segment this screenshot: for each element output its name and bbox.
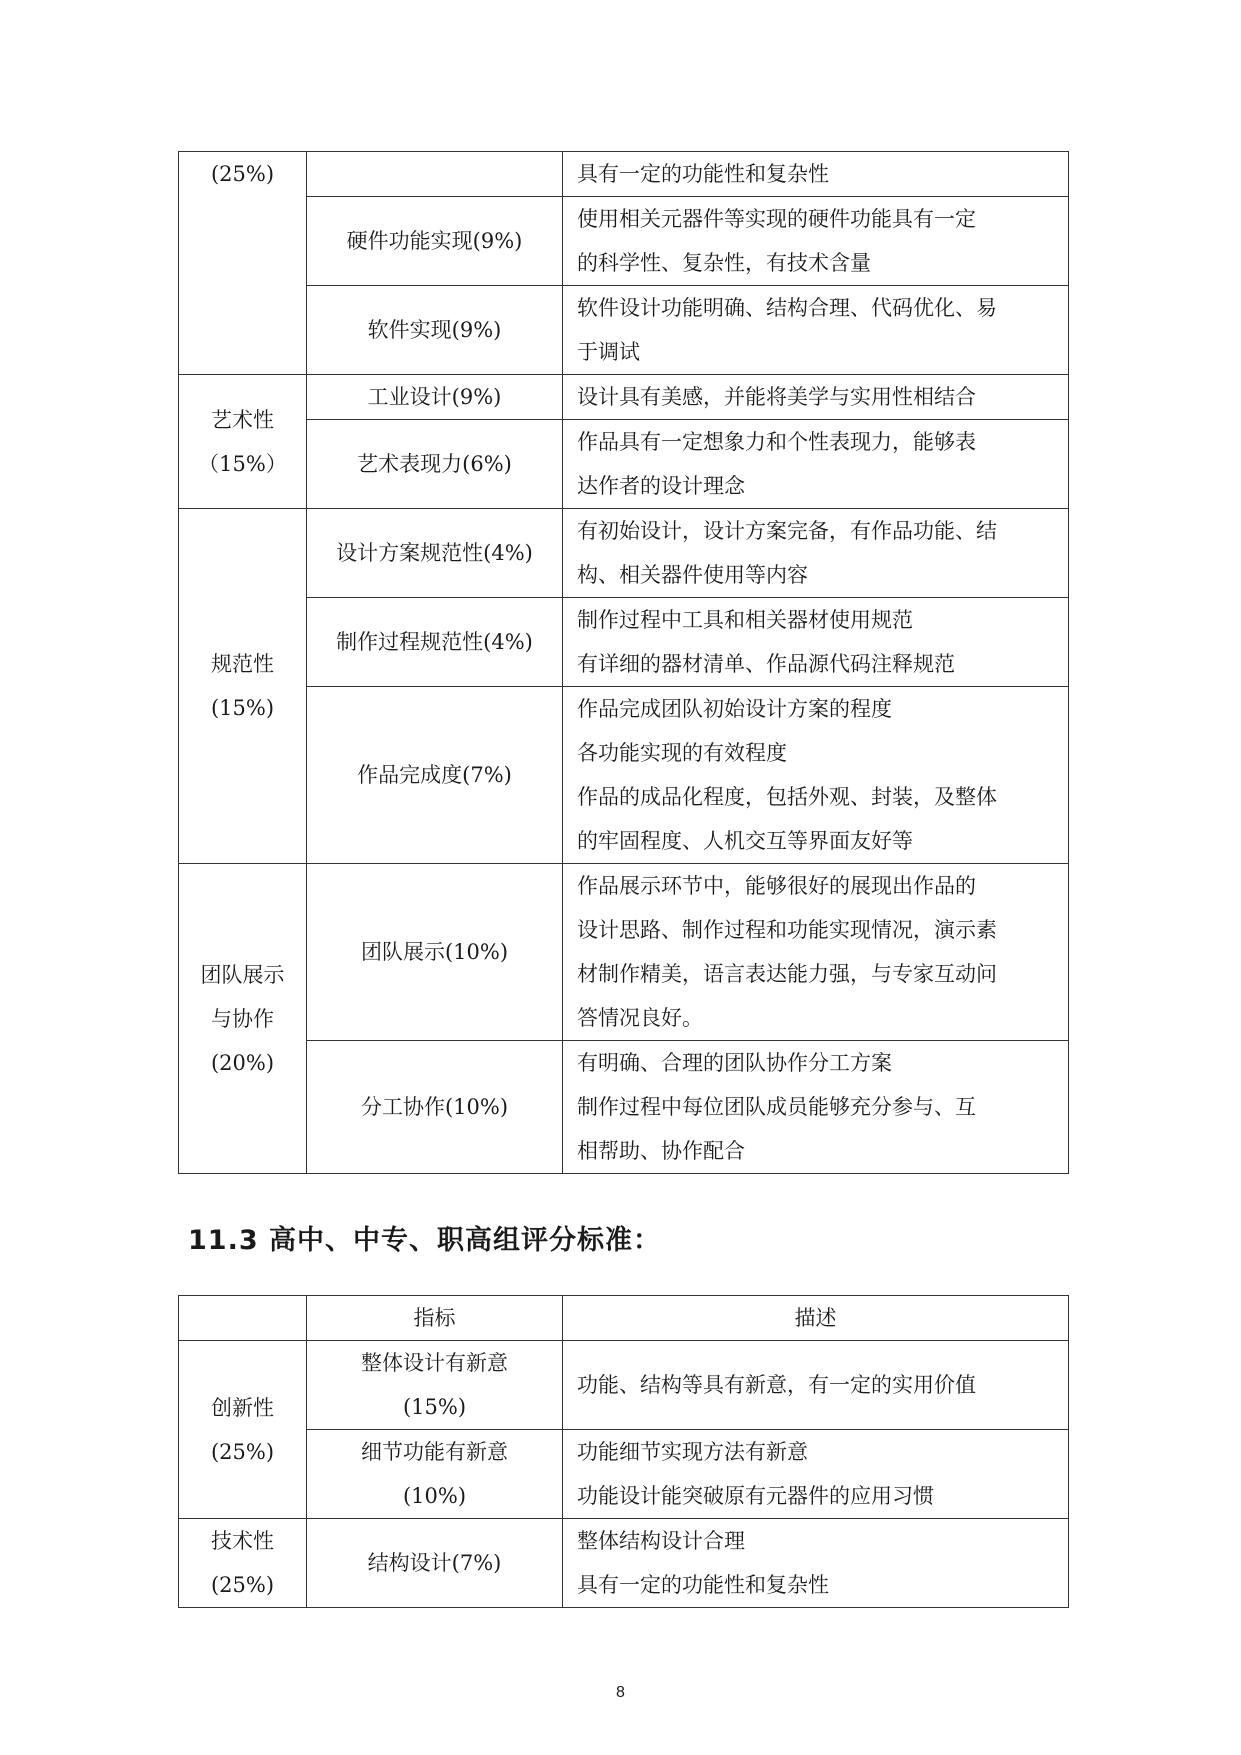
- description-cell: 功能细节实现方法有新意 功能设计能突破原有元器件的应用习惯: [563, 1430, 1069, 1519]
- table-row: [179, 509, 1069, 598]
- header-cell-description: 描述: [563, 1296, 1069, 1341]
- section-heading: 11.3 高中、中专、职高组评分标准：: [188, 1225, 662, 1256]
- indicator-cell: 软件实现(9%): [307, 286, 563, 375]
- scoring-table: [178, 1295, 1069, 1608]
- table-row: [179, 864, 1069, 1041]
- header-cell-empty: [179, 1296, 307, 1341]
- table-row: [179, 197, 1069, 286]
- table-row: [179, 1341, 1069, 1430]
- table-row: [179, 1430, 1069, 1519]
- indicator-cell: 团队展示(10%): [307, 864, 563, 1041]
- category-cell: 规范性 (15%): [179, 509, 307, 864]
- category-cell: 团队展示 与协作 (20%): [179, 864, 307, 1174]
- table-row: [179, 598, 1069, 687]
- indicator-cell: 分工协作(10%): [307, 1041, 563, 1174]
- category-cell: 艺术性 （15%）: [179, 375, 307, 509]
- indicator-cell: 制作过程规范性(4%): [307, 598, 563, 687]
- table-header-row: [179, 1296, 1069, 1341]
- description-cell: 功能、结构等具有新意，有一定的实用价值: [563, 1341, 1069, 1430]
- table-row: [179, 687, 1069, 864]
- indicator-cell: 艺术表现力(6%): [307, 420, 563, 509]
- table-row: [179, 1041, 1069, 1174]
- scoring-table-continued: [178, 151, 1069, 1174]
- indicator-cell: 硬件功能实现(9%): [307, 197, 563, 286]
- description-cell: 使用相关元器件等实现的硬件功能具有一定 的科学性、复杂性，有技术含量: [563, 197, 1069, 286]
- page-number: 8: [616, 1684, 625, 1701]
- indicator-cell: 结构设计(7%): [307, 1519, 563, 1608]
- description-cell: 具有一定的功能性和复杂性: [563, 152, 1069, 197]
- table-row: [179, 1519, 1069, 1608]
- category-cell: 创新性 (25%): [179, 1341, 307, 1519]
- description-cell: 设计具有美感，并能将美学与实用性相结合: [563, 375, 1069, 420]
- description-cell: 作品具有一定想象力和个性表现力，能够表 达作者的设计理念: [563, 420, 1069, 509]
- header-cell-indicator: 指标: [307, 1296, 563, 1341]
- indicator-cell: 细节功能有新意 (10%): [307, 1430, 563, 1519]
- description-cell: 软件设计功能明确、结构合理、代码优化、易 于调试: [563, 286, 1069, 375]
- indicator-cell: 设计方案规范性(4%): [307, 509, 563, 598]
- category-cell: 技术性 (25%): [179, 1519, 307, 1608]
- description-cell: 有初始设计，设计方案完备，有作品功能、结 构、相关器件使用等内容: [563, 509, 1069, 598]
- indicator-cell: [307, 152, 563, 197]
- indicator-cell: 整体设计有新意 (15%): [307, 1341, 563, 1430]
- indicator-cell: 作品完成度(7%): [307, 687, 563, 864]
- indicator-cell: 工业设计(9%): [307, 375, 563, 420]
- category-cell: (25%): [179, 152, 307, 375]
- description-cell: 作品完成团队初始设计方案的程度 各功能实现的有效程度 作品的成品化程度，包括外观、封装，及整体 的牢固程度、人机交互等界面友好等: [563, 687, 1069, 864]
- table-row: [179, 375, 1069, 420]
- table-row: [179, 286, 1069, 375]
- description-cell: 整体结构设计合理 具有一定的功能性和复杂性: [563, 1519, 1069, 1608]
- description-cell: 有明确、合理的团队协作分工方案 制作过程中每位团队成员能够充分参与、互 相帮助、协作配合: [563, 1041, 1069, 1174]
- description-cell: 制作过程中工具和相关器材使用规范 有详细的器材清单、作品源代码注释规范: [563, 598, 1069, 687]
- table-row: [179, 152, 1069, 197]
- description-cell: 作品展示环节中，能够很好的展现出作品的 设计思路、制作过程和功能实现情况，演示素 材制作精美，语言表达能力强，与专家互动问 答情况良好。: [563, 864, 1069, 1041]
- table-row: [179, 420, 1069, 509]
